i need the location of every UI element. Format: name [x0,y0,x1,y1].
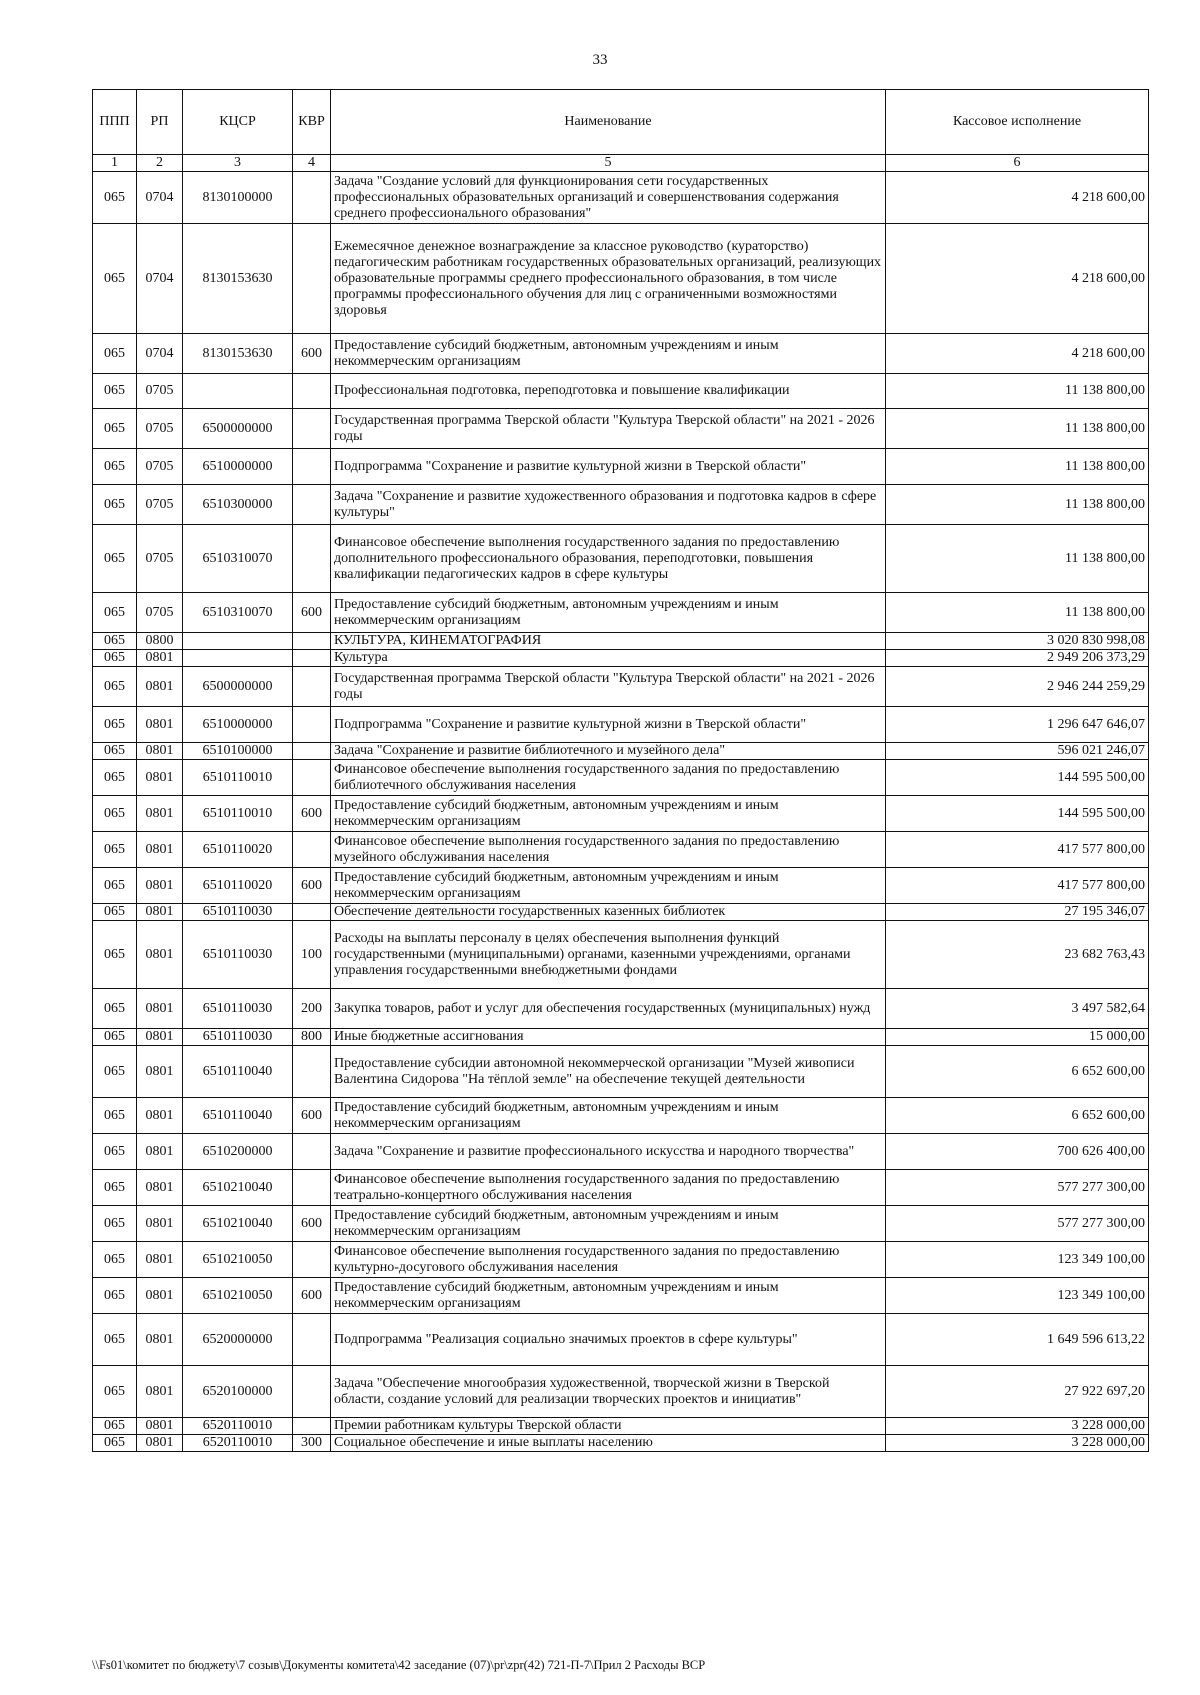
table-row [93,1418,1149,1435]
cell-kcsr: 8130100000 [183,172,293,224]
cell-ppp: 065 [93,374,137,409]
header-amount: Кассовое исполнение [886,90,1149,155]
table-header-row [93,90,1149,155]
cell-kcsr: 6510000000 [183,707,293,743]
cell-rp: 0801 [137,904,183,921]
cell-name: Финансовое обеспечение выполнения государственного задания по предоставлению музейного обслуживания населения [331,832,886,868]
cell-amount: 700 626 400,00 [886,1134,1149,1170]
cell-kvr [293,1314,331,1366]
cell-kvr [293,650,331,667]
cell-rp: 0801 [137,1366,183,1418]
cell-rp: 0801 [137,1206,183,1242]
cell-rp: 0801 [137,1029,183,1046]
cell-kvr [293,525,331,593]
cell-ppp: 065 [93,1366,137,1418]
cell-name: Финансовое обеспечение выполнения государственного задания по предоставлению культурно-досугового обслуживания населения [331,1242,886,1278]
cell-name: Подпрограмма "Реализация социально значимых проектов в сфере культуры" [331,1314,886,1366]
table-row [93,334,1149,374]
cell-ppp: 065 [93,409,137,449]
cell-kcsr: 6510310070 [183,525,293,593]
cell-amount: 1 649 596 613,22 [886,1314,1149,1366]
cell-name: Иные бюджетные ассигнования [331,1029,886,1046]
cell-name: Предоставление субсидий бюджетным, автономным учреждениям и иным некоммерческим организациям [331,796,886,832]
cell-kvr: 300 [293,1435,331,1452]
cell-kcsr: 6510110010 [183,796,293,832]
cell-ppp: 065 [93,525,137,593]
table-row [93,1314,1149,1366]
cell-kcsr: 6510210040 [183,1206,293,1242]
cell-name: Финансовое обеспечение выполнения государственного задания по предоставлению библиотечного обслуживания населения [331,760,886,796]
cell-amount: 11 138 800,00 [886,525,1149,593]
table-row [93,374,1149,409]
table-row [93,485,1149,525]
cell-kvr: 600 [293,1206,331,1242]
cell-rp: 0705 [137,374,183,409]
cell-rp: 0801 [137,743,183,760]
cell-amount: 2 949 206 373,29 [886,650,1149,667]
column-number: 4 [293,155,331,172]
header-name: Наименование [331,90,886,155]
table-row [93,593,1149,633]
cell-rp: 0801 [137,832,183,868]
cell-rp: 0704 [137,334,183,374]
table-row [93,1098,1149,1134]
cell-kvr [293,1366,331,1418]
column-number: 6 [886,155,1149,172]
cell-kcsr: 6510100000 [183,743,293,760]
cell-kcsr: 6510310070 [183,593,293,633]
cell-amount: 15 000,00 [886,1029,1149,1046]
cell-amount: 577 277 300,00 [886,1170,1149,1206]
cell-ppp: 065 [93,1242,137,1278]
cell-name: Расходы на выплаты персоналу в целях обеспечения выполнения функций государственными (муниципальными) органами, казенными учреждениями, органами управления государственными внебюджетными фондами [331,921,886,989]
cell-rp: 0705 [137,449,183,485]
cell-amount: 3 020 830 998,08 [886,633,1149,650]
cell-kvr [293,707,331,743]
cell-amount: 3 497 582,64 [886,989,1149,1029]
cell-ppp: 065 [93,334,137,374]
cell-name: Задача "Создание условий для функционирования сети государственных профессиональных образовательных организаций и совершенствования содержания среднего профессионального образования" [331,172,886,224]
cell-amount: 3 228 000,00 [886,1418,1149,1435]
cell-kvr: 600 [293,868,331,904]
cell-rp: 0705 [137,409,183,449]
cell-name: Предоставление субсидий бюджетным, автономным учреждениям и иным некоммерческим организациям [331,334,886,374]
cell-amount: 3 228 000,00 [886,1435,1149,1452]
cell-kcsr: 8130153630 [183,224,293,334]
header-kcsr: КЦСР [183,90,293,155]
cell-ppp: 065 [93,1418,137,1435]
cell-kcsr: 6510200000 [183,1134,293,1170]
table-row [93,1435,1149,1452]
cell-ppp: 065 [93,485,137,525]
cell-rp: 0801 [137,868,183,904]
cell-name: Подпрограмма "Сохранение и развитие культурной жизни в Тверской области" [331,449,886,485]
cell-kcsr: 6520110010 [183,1435,293,1452]
cell-ppp: 065 [93,1098,137,1134]
cell-amount: 123 349 100,00 [886,1278,1149,1314]
cell-amount: 144 595 500,00 [886,796,1149,832]
cell-kcsr: 6510110030 [183,1029,293,1046]
cell-ppp: 065 [93,832,137,868]
cell-kcsr: 6510110040 [183,1046,293,1098]
cell-rp: 0801 [137,1134,183,1170]
cell-kvr [293,409,331,449]
cell-rp: 0801 [137,1098,183,1134]
cell-amount: 123 349 100,00 [886,1242,1149,1278]
cell-name: Социальное обеспечение и иные выплаты населению [331,1435,886,1452]
cell-kvr [293,1418,331,1435]
table-row [93,667,1149,707]
cell-ppp: 065 [93,667,137,707]
cell-rp: 0704 [137,172,183,224]
cell-ppp: 065 [93,707,137,743]
cell-rp: 0801 [137,1418,183,1435]
cell-rp: 0801 [137,1278,183,1314]
cell-rp: 0801 [137,921,183,989]
cell-kvr: 600 [293,796,331,832]
cell-rp: 0801 [137,707,183,743]
cell-name: КУЛЬТУРА, КИНЕМАТОГРАФИЯ [331,633,886,650]
cell-kvr [293,832,331,868]
cell-ppp: 065 [93,1314,137,1366]
cell-name: Предоставление субсидий бюджетным, автономным учреждениям и иным некоммерческим организациям [331,1098,886,1134]
cell-kvr [293,1046,331,1098]
table-row [93,1134,1149,1170]
cell-name: Ежемесячное денежное вознаграждение за классное руководство (кураторство) педагогическим работникам государственных образовательных организаций, реализующих образовательные программы среднего профессионального образования, в том числе программы профессионального обучения для лиц с ограниченными возможностями здоровья [331,224,886,334]
cell-kcsr: 6510110040 [183,1098,293,1134]
cell-kvr [293,1242,331,1278]
cell-name: Предоставление субсидий бюджетным, автономным учреждениям и иным некоммерческим организациям [331,593,886,633]
cell-kcsr: 6500000000 [183,409,293,449]
cell-rp: 0801 [137,667,183,707]
cell-name: Финансовое обеспечение выполнения государственного задания по предоставлению дополнительного профессионального образования, переподготовки, повышения квалификации педагогических кадров в сфере культуры [331,525,886,593]
cell-name: Подпрограмма "Сохранение и развитие культурной жизни в Тверской области" [331,707,886,743]
cell-name: Предоставление субсидий бюджетным, автономным учреждениям и иным некоммерческим организациям [331,1278,886,1314]
table-row [93,409,1149,449]
cell-kvr [293,1170,331,1206]
cell-kvr: 600 [293,1278,331,1314]
cell-amount: 11 138 800,00 [886,449,1149,485]
cell-kvr [293,760,331,796]
cell-name: Закупка товаров, работ и услуг для обеспечения государственных (муниципальных) нужд [331,989,886,1029]
cell-name: Задача "Сохранение и развитие художественного образования и подготовка кадров в сфере культуры" [331,485,886,525]
table-row [93,1046,1149,1098]
cell-kvr [293,667,331,707]
table-row [93,650,1149,667]
cell-kvr: 100 [293,921,331,989]
cell-kcsr: 6510110030 [183,989,293,1029]
cell-kvr: 200 [293,989,331,1029]
column-number: 5 [331,155,886,172]
cell-kcsr: 6510110030 [183,904,293,921]
table-row [93,449,1149,485]
footer-file-path: \\Fs01\комитет по бюджету\7 созыв\Документы комитета\42 заседание (07)\pr\zpr(42) 721-П-7\Прил 2 Расходы ВСР [92,1658,706,1672]
cell-ppp: 065 [93,743,137,760]
table-row [93,224,1149,334]
cell-ppp: 065 [93,796,137,832]
table-row [93,868,1149,904]
cell-amount: 1 296 647 646,07 [886,707,1149,743]
table-row [93,1029,1149,1046]
table-row [93,796,1149,832]
cell-kvr [293,374,331,409]
cell-rp: 0801 [137,1046,183,1098]
cell-ppp: 065 [93,989,137,1029]
cell-amount: 2 946 244 259,29 [886,667,1149,707]
cell-ppp: 065 [93,1170,137,1206]
cell-kcsr: 6510210050 [183,1242,293,1278]
cell-rp: 0801 [137,650,183,667]
table-row [93,707,1149,743]
cell-kcsr: 6510000000 [183,449,293,485]
cell-name: Задача "Сохранение и развитие библиотечного и музейного дела" [331,743,886,760]
cell-ppp: 065 [93,1134,137,1170]
budget-table [92,89,1149,1452]
column-number: 3 [183,155,293,172]
table-row [93,633,1149,650]
cell-ppp: 065 [93,921,137,989]
cell-name: Предоставление субсидии автономной некоммерческой организации "Музей живописи Валентина Сидорова "На тёплой земле" на обеспечение текущей деятельности [331,1046,886,1098]
cell-ppp: 065 [93,172,137,224]
cell-name: Государственная программа Тверской области "Культура Тверской области" на 2021 - 2026 годы [331,409,886,449]
table-row [93,743,1149,760]
header-kvr: КВР [293,90,331,155]
cell-name: Задача "Сохранение и развитие профессионального искусства и народного творчества" [331,1134,886,1170]
cell-kvr: 800 [293,1029,331,1046]
cell-amount: 6 652 600,00 [886,1046,1149,1098]
cell-amount: 27 922 697,20 [886,1366,1149,1418]
table-row [93,1206,1149,1242]
cell-kcsr: 6510110010 [183,760,293,796]
table-row [93,921,1149,989]
cell-kvr: 600 [293,593,331,633]
cell-kvr: 600 [293,334,331,374]
cell-ppp: 065 [93,449,137,485]
cell-amount: 11 138 800,00 [886,593,1149,633]
cell-kvr [293,1134,331,1170]
table-row [93,904,1149,921]
cell-kvr [293,224,331,334]
cell-amount: 27 195 346,07 [886,904,1149,921]
table-row [93,1170,1149,1206]
cell-amount: 4 218 600,00 [886,172,1149,224]
cell-name: Обеспечение деятельности государственных казенных библиотек [331,904,886,921]
column-number-row [93,155,1149,172]
cell-name: Предоставление субсидий бюджетным, автономным учреждениям и иным некоммерческим организациям [331,1206,886,1242]
cell-amount: 417 577 800,00 [886,832,1149,868]
cell-kcsr: 6510110030 [183,921,293,989]
cell-kcsr: 6510210040 [183,1170,293,1206]
cell-ppp: 065 [93,1046,137,1098]
cell-ppp: 065 [93,224,137,334]
cell-ppp: 065 [93,760,137,796]
cell-amount: 4 218 600,00 [886,224,1149,334]
cell-kcsr: 6510300000 [183,485,293,525]
cell-kvr [293,633,331,650]
table-row [93,525,1149,593]
cell-amount: 11 138 800,00 [886,485,1149,525]
cell-amount: 11 138 800,00 [886,374,1149,409]
cell-kcsr: 6510110020 [183,832,293,868]
table-row [93,989,1149,1029]
column-number: 2 [137,155,183,172]
table-row [93,1278,1149,1314]
cell-ppp: 065 [93,904,137,921]
cell-rp: 0801 [137,760,183,796]
cell-kcsr [183,650,293,667]
column-number: 1 [93,155,137,172]
cell-rp: 0801 [137,1314,183,1366]
cell-ppp: 065 [93,1435,137,1452]
cell-kvr [293,904,331,921]
table-row [93,1242,1149,1278]
cell-rp: 0704 [137,224,183,334]
cell-amount: 23 682 763,43 [886,921,1149,989]
cell-kvr [293,172,331,224]
cell-rp: 0800 [137,633,183,650]
table-row [93,1366,1149,1418]
cell-rp: 0705 [137,593,183,633]
cell-ppp: 065 [93,1029,137,1046]
cell-kcsr [183,633,293,650]
cell-kcsr: 6520110010 [183,1418,293,1435]
cell-amount: 4 218 600,00 [886,334,1149,374]
cell-name: Финансовое обеспечение выполнения государственного задания по предоставлению театрально-концертного обслуживания населения [331,1170,886,1206]
cell-kvr [293,449,331,485]
cell-ppp: 065 [93,650,137,667]
cell-kcsr: 8130153630 [183,334,293,374]
cell-kvr: 600 [293,1098,331,1134]
cell-kcsr [183,374,293,409]
cell-name: Профессиональная подготовка, переподготовка и повышение квалификации [331,374,886,409]
header-rp: РП [137,90,183,155]
cell-ppp: 065 [93,868,137,904]
cell-name: Премии работникам культуры Тверской области [331,1418,886,1435]
table-row [93,832,1149,868]
cell-amount: 11 138 800,00 [886,409,1149,449]
cell-rp: 0801 [137,1170,183,1206]
cell-kvr [293,743,331,760]
cell-rp: 0801 [137,1435,183,1452]
cell-name: Культура [331,650,886,667]
cell-ppp: 065 [93,1206,137,1242]
cell-rp: 0705 [137,485,183,525]
cell-ppp: 065 [93,633,137,650]
cell-name: Задача "Обеспечение многообразия художественной, творческой жизни в Тверской области, создание условий для реализации творческих проектов и инициатив" [331,1366,886,1418]
cell-kcsr: 6500000000 [183,667,293,707]
page-number: 33 [592,52,608,68]
cell-kcsr: 6520100000 [183,1366,293,1418]
cell-name: Государственная программа Тверской области "Культура Тверской области" на 2021 - 2026 годы [331,667,886,707]
cell-rp: 0801 [137,1242,183,1278]
cell-kcsr: 6510210050 [183,1278,293,1314]
cell-ppp: 065 [93,593,137,633]
cell-rp: 0801 [137,989,183,1029]
header-ppp: ППП [93,90,137,155]
cell-amount: 417 577 800,00 [886,868,1149,904]
cell-kcsr: 6510110020 [183,868,293,904]
table-row [93,172,1149,224]
cell-amount: 577 277 300,00 [886,1206,1149,1242]
cell-ppp: 065 [93,1278,137,1314]
cell-kvr [293,485,331,525]
cell-amount: 144 595 500,00 [886,760,1149,796]
cell-amount: 6 652 600,00 [886,1098,1149,1134]
cell-rp: 0705 [137,525,183,593]
cell-amount: 596 021 246,07 [886,743,1149,760]
cell-kcsr: 6520000000 [183,1314,293,1366]
cell-rp: 0801 [137,796,183,832]
cell-name: Предоставление субсидий бюджетным, автономным учреждениям и иным некоммерческим организациям [331,868,886,904]
table-row [93,760,1149,796]
